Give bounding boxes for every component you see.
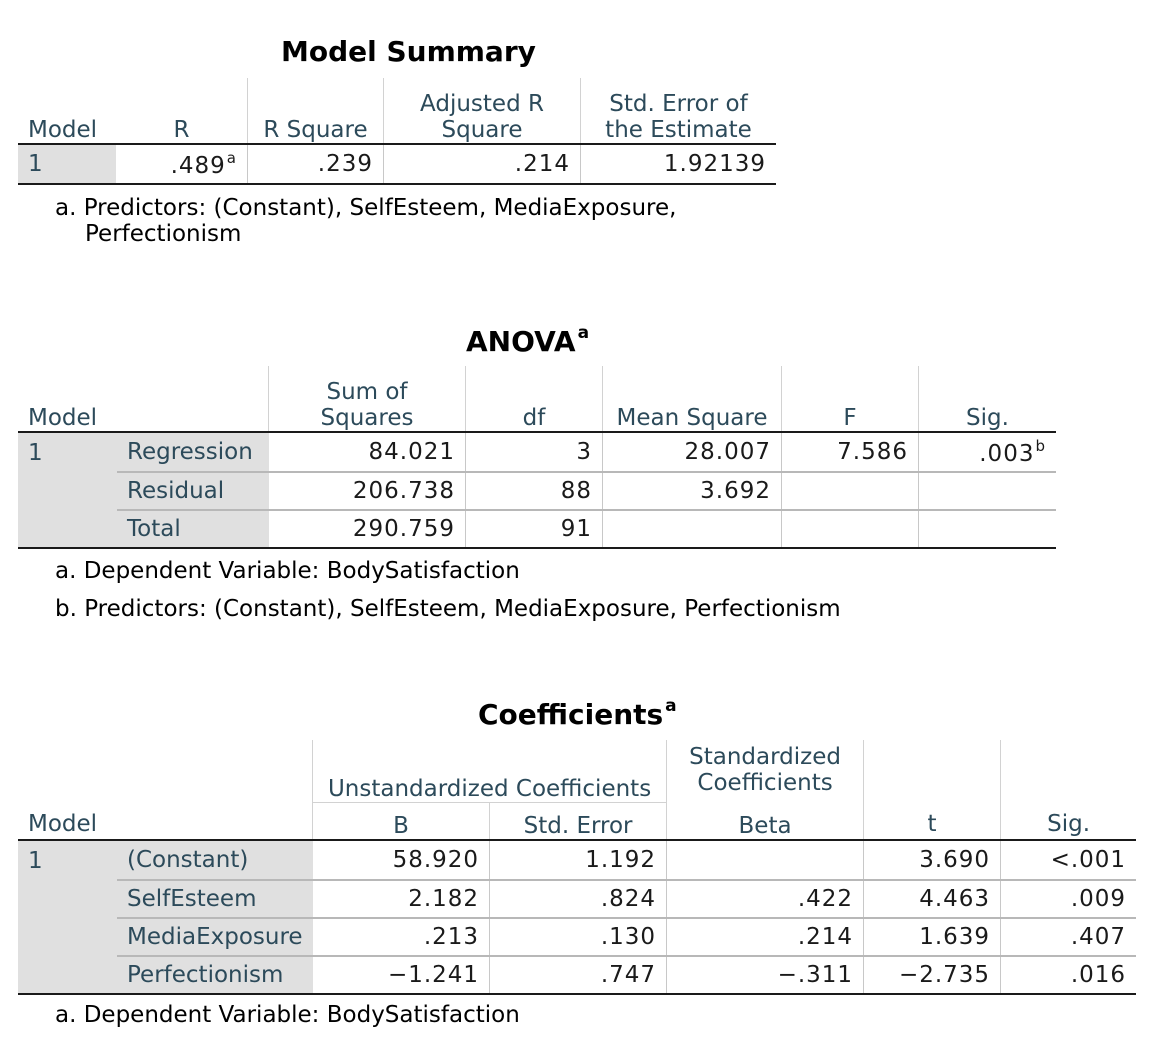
col-sum-of-squares: Sum of Squares (269, 366, 466, 432)
col-unstandardized-coefficients: Unstandardized Coefficients (313, 740, 667, 802)
model-number: 1 (18, 432, 117, 472)
cell-value (782, 472, 919, 510)
cell-value: 3.690 (864, 840, 1001, 880)
col-t: t (864, 740, 1001, 840)
col-std-error: Std. Error (490, 802, 667, 840)
cell-value: 7.586 (782, 432, 919, 472)
cell-value: .824 (490, 880, 667, 918)
col-mean-square: Mean Square (603, 366, 782, 432)
col-adjusted-r-square: Adjusted R Square (384, 78, 581, 144)
model-number: 1 (18, 840, 117, 880)
anova-table (18, 366, 1056, 549)
cell-value: .214 (667, 918, 864, 956)
cell-value (603, 510, 782, 548)
cell-value: 3 (466, 432, 603, 472)
anova-title: ANOVA $^a$ (466, 323, 590, 358)
table-row (18, 840, 1136, 880)
cell-value: −.311 (667, 956, 864, 994)
r-square-value: .239 (248, 144, 384, 184)
row-label: Regression (117, 432, 269, 472)
table-row (18, 880, 1136, 918)
cell-value: 58.920 (313, 840, 490, 880)
cell-value: .747 (490, 956, 667, 994)
cell-value: 1.192 (490, 840, 667, 880)
col-r-square: R Square (248, 78, 384, 144)
table-row (18, 432, 1056, 472)
r-value: .489$^a$ (116, 144, 248, 184)
adj-r-square-value: .214 (384, 144, 581, 184)
anova-footnote-a: a. Dependent Variable: BodySatisfaction (55, 558, 520, 584)
cell-value: 91 (466, 510, 603, 548)
cell-value: 206.738 (269, 472, 466, 510)
coefficients-title: Coefficients $^a$ (478, 696, 677, 731)
table-row (18, 956, 1136, 994)
col-std-error-estimate: Std. Error of the Estimate (581, 78, 777, 144)
cell-value: 290.759 (269, 510, 466, 548)
col-beta: Beta (667, 802, 864, 840)
col-sig: Sig. (1001, 740, 1137, 840)
cell-value: 88 (466, 472, 603, 510)
model-number: 1 (18, 144, 116, 184)
cell-value: 2.182 (313, 880, 490, 918)
col-model: Model (28, 117, 98, 143)
anova-footnote-b: b. Predictors: (Constant), SelfEsteem, MediaExposure, Perfectionism (55, 596, 841, 622)
row-label: Total (117, 510, 269, 548)
model-summary-footnote: a. Predictors: (Constant), SelfEsteem, MediaExposure, Perfectionism (55, 195, 677, 247)
cell-value: .016 (1001, 956, 1137, 994)
coefficients-table (18, 740, 1136, 995)
std-error-value: 1.92139 (581, 144, 777, 184)
cell-value: .213 (313, 918, 490, 956)
cell-value: 84.021 (269, 432, 466, 472)
row-label: SelfEsteem (117, 880, 313, 918)
cell-value: .130 (490, 918, 667, 956)
row-label: Residual (117, 472, 269, 510)
table-row (18, 510, 1056, 548)
col-sig: Sig. (919, 366, 1057, 432)
cell-value (919, 510, 1057, 548)
col-r: R (173, 117, 190, 143)
table-row (18, 472, 1056, 510)
table-row (18, 918, 1136, 956)
model-summary-title: Model Summary (281, 35, 536, 68)
row-label: Perfectionism (117, 956, 313, 994)
col-model: Model (28, 405, 98, 431)
cell-value: −2.735 (864, 956, 1001, 994)
cell-value: −1.241 (313, 956, 490, 994)
col-df: df (466, 366, 603, 432)
cell-value: 1.639 (864, 918, 1001, 956)
coefficients-footnote-a: a. Dependent Variable: BodySatisfaction (55, 1002, 520, 1028)
col-f: F (782, 366, 919, 432)
col-model: Model (28, 811, 98, 837)
cell-value: <.001 (1001, 840, 1137, 880)
cell-value: 3.692 (603, 472, 782, 510)
model-summary-table (18, 78, 776, 185)
col-b: B (313, 802, 490, 840)
row-label: (Constant) (117, 840, 313, 880)
col-standardized-coefficients: Standardized Coefficients (667, 740, 864, 802)
cell-value: .003$^b$ (919, 432, 1057, 472)
row-label: MediaExposure (117, 918, 313, 956)
cell-value (667, 840, 864, 880)
cell-value: .009 (1001, 880, 1137, 918)
cell-value (919, 472, 1057, 510)
cell-value: .407 (1001, 918, 1137, 956)
table-row (18, 144, 776, 184)
cell-value: 4.463 (864, 880, 1001, 918)
cell-value: 28.007 (603, 432, 782, 472)
cell-value (782, 510, 919, 548)
cell-value: .422 (667, 880, 864, 918)
